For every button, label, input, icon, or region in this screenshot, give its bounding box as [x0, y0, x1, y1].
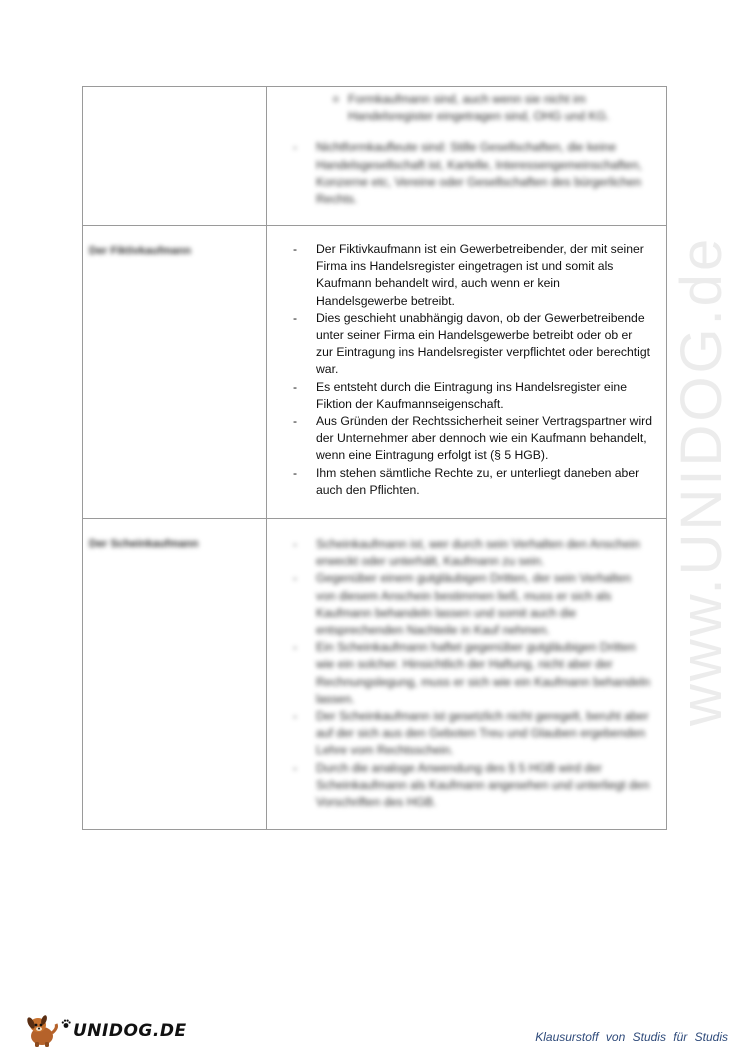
list-item: - Ein Scheinkaufmann haftet gegenüber gutgläubigen Dritten wie ein solcher. Hinsichtlich der Haftung, nicht aber der Rechnungslegung, muss er sich wie ein Kaufmann behandeln lassen. [293, 639, 652, 708]
list-item: - Der Scheinkaufmann ist gesetzlich nicht geregelt, beruht aber auf der sich aus den Geboten Treu und Glauben ergebenden Lehre vom Rechtsschein. [293, 708, 652, 760]
logo-text: UNIDOG.DE [73, 1021, 187, 1041]
content-table [82, 86, 667, 830]
table-row [83, 225, 666, 518]
list-item: - Gegenüber einem gutgläubigen Dritten, der sein Verhalten von diesem Anschein bestimmen ließ, muss er sich als Kaufmann behandeln lassen und somit auch die entsprechenden Nachteile in Kauf nehmen. [293, 570, 652, 639]
bullet-list [293, 139, 652, 208]
list-item: - Nichtformkaufleute sind: Stille Gesellschaften, die keine Handelsgesellschaft ist, Kartelle, Interessengemeinschaften, Konzerne etc, Vereine oder Gesellschaften des bürgerlichen Rechts. [293, 139, 652, 208]
list-item: - Es entsteht durch die Eintragung ins Handelsregister eine Fiktion der Kaufmannseigenschaft. [293, 379, 652, 413]
list-item: - Der Fiktivkaufmann ist ein Gewerbetreibender, der mit seiner Firma ins Handelsregister eingetragen ist und somit als Kaufmann behandelt wird, auch wenn er kein Handelsgewerbe betreibt. [293, 241, 652, 310]
list-item: - Ihm stehen sämtliche Rechte zu, er unterliegt daneben aber auch den Pflichten. [293, 465, 652, 499]
unidog-logo[interactable] [25, 1014, 187, 1048]
watermark: www.UNIDOG.de [669, 235, 734, 726]
row-label: Der Fiktivkaufmann [89, 245, 192, 257]
table-row [83, 518, 666, 831]
sub-list [293, 91, 652, 125]
bullet-list [293, 536, 652, 811]
dog-icon [25, 1014, 61, 1048]
list-item: - Durch die analoge Anwendung des § 5 HGB wird der Scheinkaufmann als Kaufmann angesehen und unterliegt den Vorschriften des HGB. [293, 760, 652, 812]
row-content [293, 536, 652, 811]
footer-slogan: Klausurstoff von Studis für Studis [535, 1030, 728, 1044]
table-row [83, 87, 666, 225]
bullet-list [293, 241, 652, 499]
paw-icon [61, 1019, 71, 1029]
list-item: o Formkaufmann sind, auch wenn sie nicht im Handelsregister eingetragen sind, OHG und KG. [333, 91, 652, 125]
row-label: Der Scheinkaufmann [89, 538, 199, 550]
list-item: - Aus Gründen der Rechtssicherheit seiner Vertragspartner wird der Unternehmer aber dennoch wie ein Kaufmann behandelt, wenn eine Eintragung erfolgt ist (§ 5 HGB). [293, 413, 652, 465]
row-content [293, 91, 652, 208]
list-item: - Scheinkaufmann ist, wer durch sein Verhalten den Anschein erweckt oder unterhält, Kaufmann zu sein. [293, 536, 652, 570]
row-content [293, 241, 652, 499]
list-item: - Dies geschieht unabhängig davon, ob der Gewerbetreibende unter seiner Firma ein Handelsgewerbe betreibt oder ob er zur Eintragung ins Handelsregister verpflichtet oder berechtigt war. [293, 310, 652, 379]
